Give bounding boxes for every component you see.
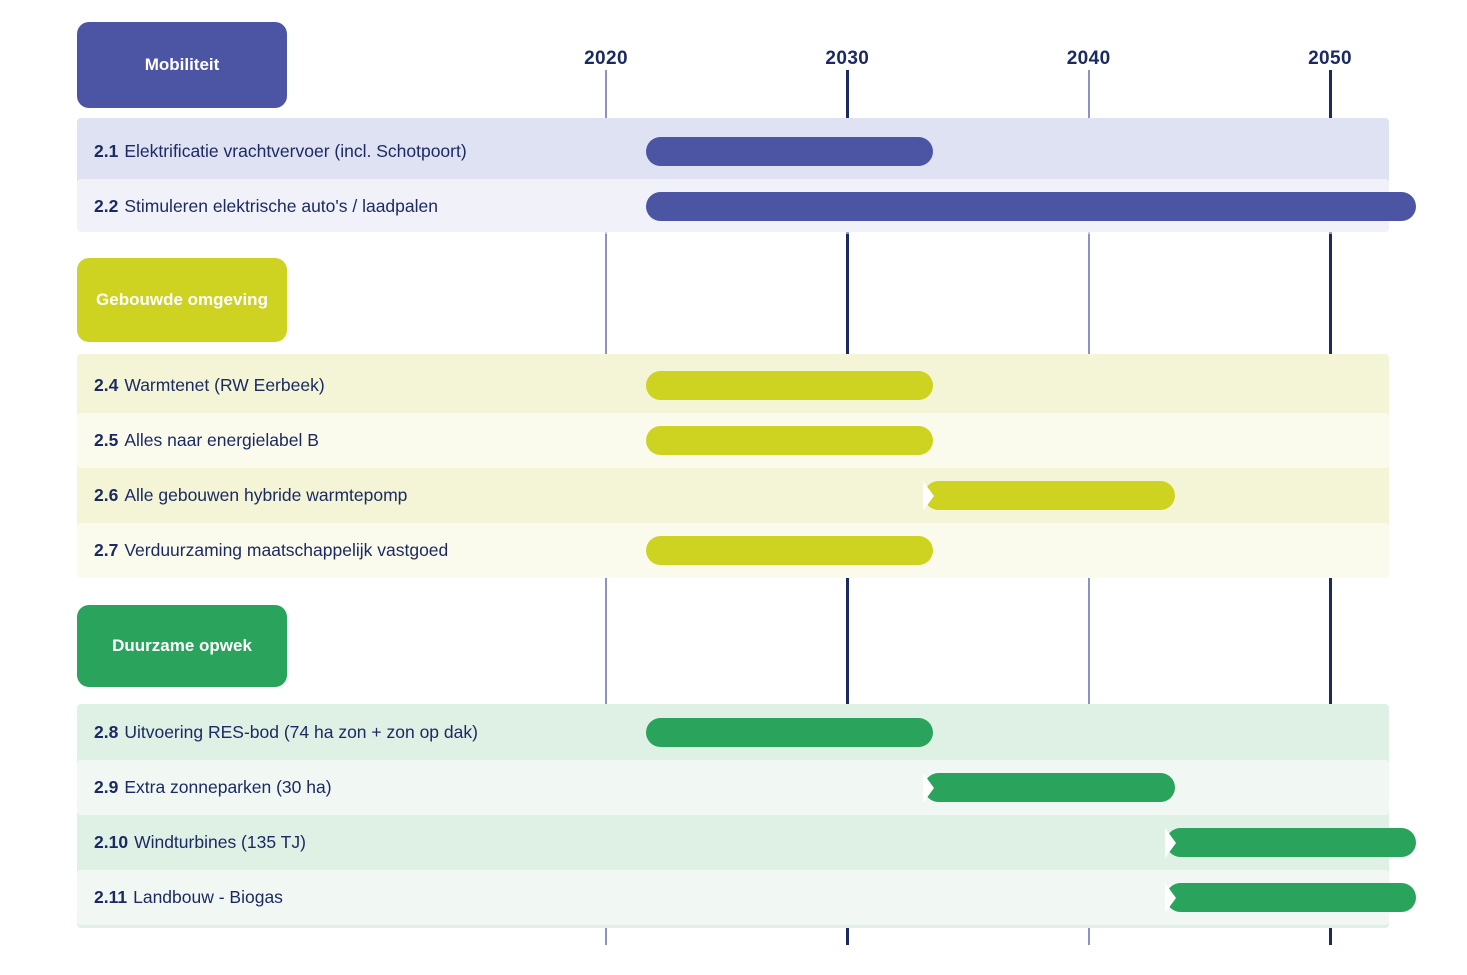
row-label: [94, 540, 448, 561]
row-number: 2.7: [94, 540, 119, 560]
timeline-row: [77, 815, 1389, 870]
year-label-2050: 2050: [1308, 48, 1352, 69]
row-label: [94, 196, 438, 217]
category-header-3: Duurzame opwek: [77, 605, 287, 687]
row-number: 2.1: [94, 141, 119, 161]
year-label-2040: 2040: [1066, 48, 1111, 69]
timeline-row: [77, 705, 1389, 760]
timeline-row: [77, 870, 1389, 925]
row-number: 2.2: [94, 196, 119, 216]
row-text: Verduurzaming maatschappelijk vastgoed: [124, 540, 449, 560]
timeline-bar: [1166, 883, 1416, 912]
row-label: [94, 887, 283, 908]
row-label: [94, 485, 407, 506]
timeline-row: [77, 358, 1389, 413]
year-label-2020: 2020: [584, 48, 628, 69]
row-number: 2.11: [94, 887, 128, 907]
row-text: Landbouw - Biogas: [133, 887, 283, 907]
row-label: [94, 777, 332, 798]
timeline-row: [77, 124, 1389, 179]
row-text: Stimuleren elektrische auto's / laadpalen: [124, 196, 438, 216]
timeline-bar: [646, 137, 933, 166]
row-number: 2.6: [94, 485, 119, 505]
timeline-row: [77, 179, 1389, 234]
row-number: 2.8: [94, 722, 119, 742]
timeline-bar: [646, 192, 1416, 221]
row-number: 2.4: [94, 375, 119, 395]
row-text: Uitvoering RES-bod (74 ha zon + zon op dak): [124, 722, 478, 742]
timeline-bar: [1166, 828, 1416, 857]
timeline-bar: [646, 371, 933, 400]
row-text: Warmtenet (RW Eerbeek): [124, 375, 325, 395]
category-header-1: Mobiliteit: [77, 22, 287, 108]
row-label: [94, 430, 319, 451]
row-label: [94, 722, 478, 743]
row-label: [94, 141, 467, 162]
row-number: 2.5: [94, 430, 119, 450]
row-number: 2.9: [94, 777, 119, 797]
row-text: Extra zonneparken (30 ha): [124, 777, 332, 797]
row-number: 2.10: [94, 832, 129, 852]
timeline-bar: [924, 773, 1174, 802]
row-text: Alles naar energielabel B: [124, 430, 319, 450]
timeline-row: [77, 760, 1389, 815]
timeline-bar: [924, 481, 1174, 510]
timeline-row: [77, 523, 1389, 578]
timeline-row: [77, 468, 1389, 523]
row-label: [94, 832, 306, 853]
year-label-2030: 2030: [825, 48, 870, 69]
timeline-bar: [646, 718, 933, 747]
row-text: Alle gebouwen hybride warmtepomp: [124, 485, 408, 505]
row-label: [94, 375, 325, 396]
category-header-2: Gebouwde omgeving: [77, 258, 287, 342]
timeline-row: [77, 413, 1389, 468]
timeline-bar: [646, 536, 933, 565]
row-text: Elektrificatie vrachtvervoer (incl. Schotpoort): [124, 141, 467, 161]
row-text: Windturbines (135 TJ): [134, 832, 306, 852]
timeline-bar: [646, 426, 933, 455]
